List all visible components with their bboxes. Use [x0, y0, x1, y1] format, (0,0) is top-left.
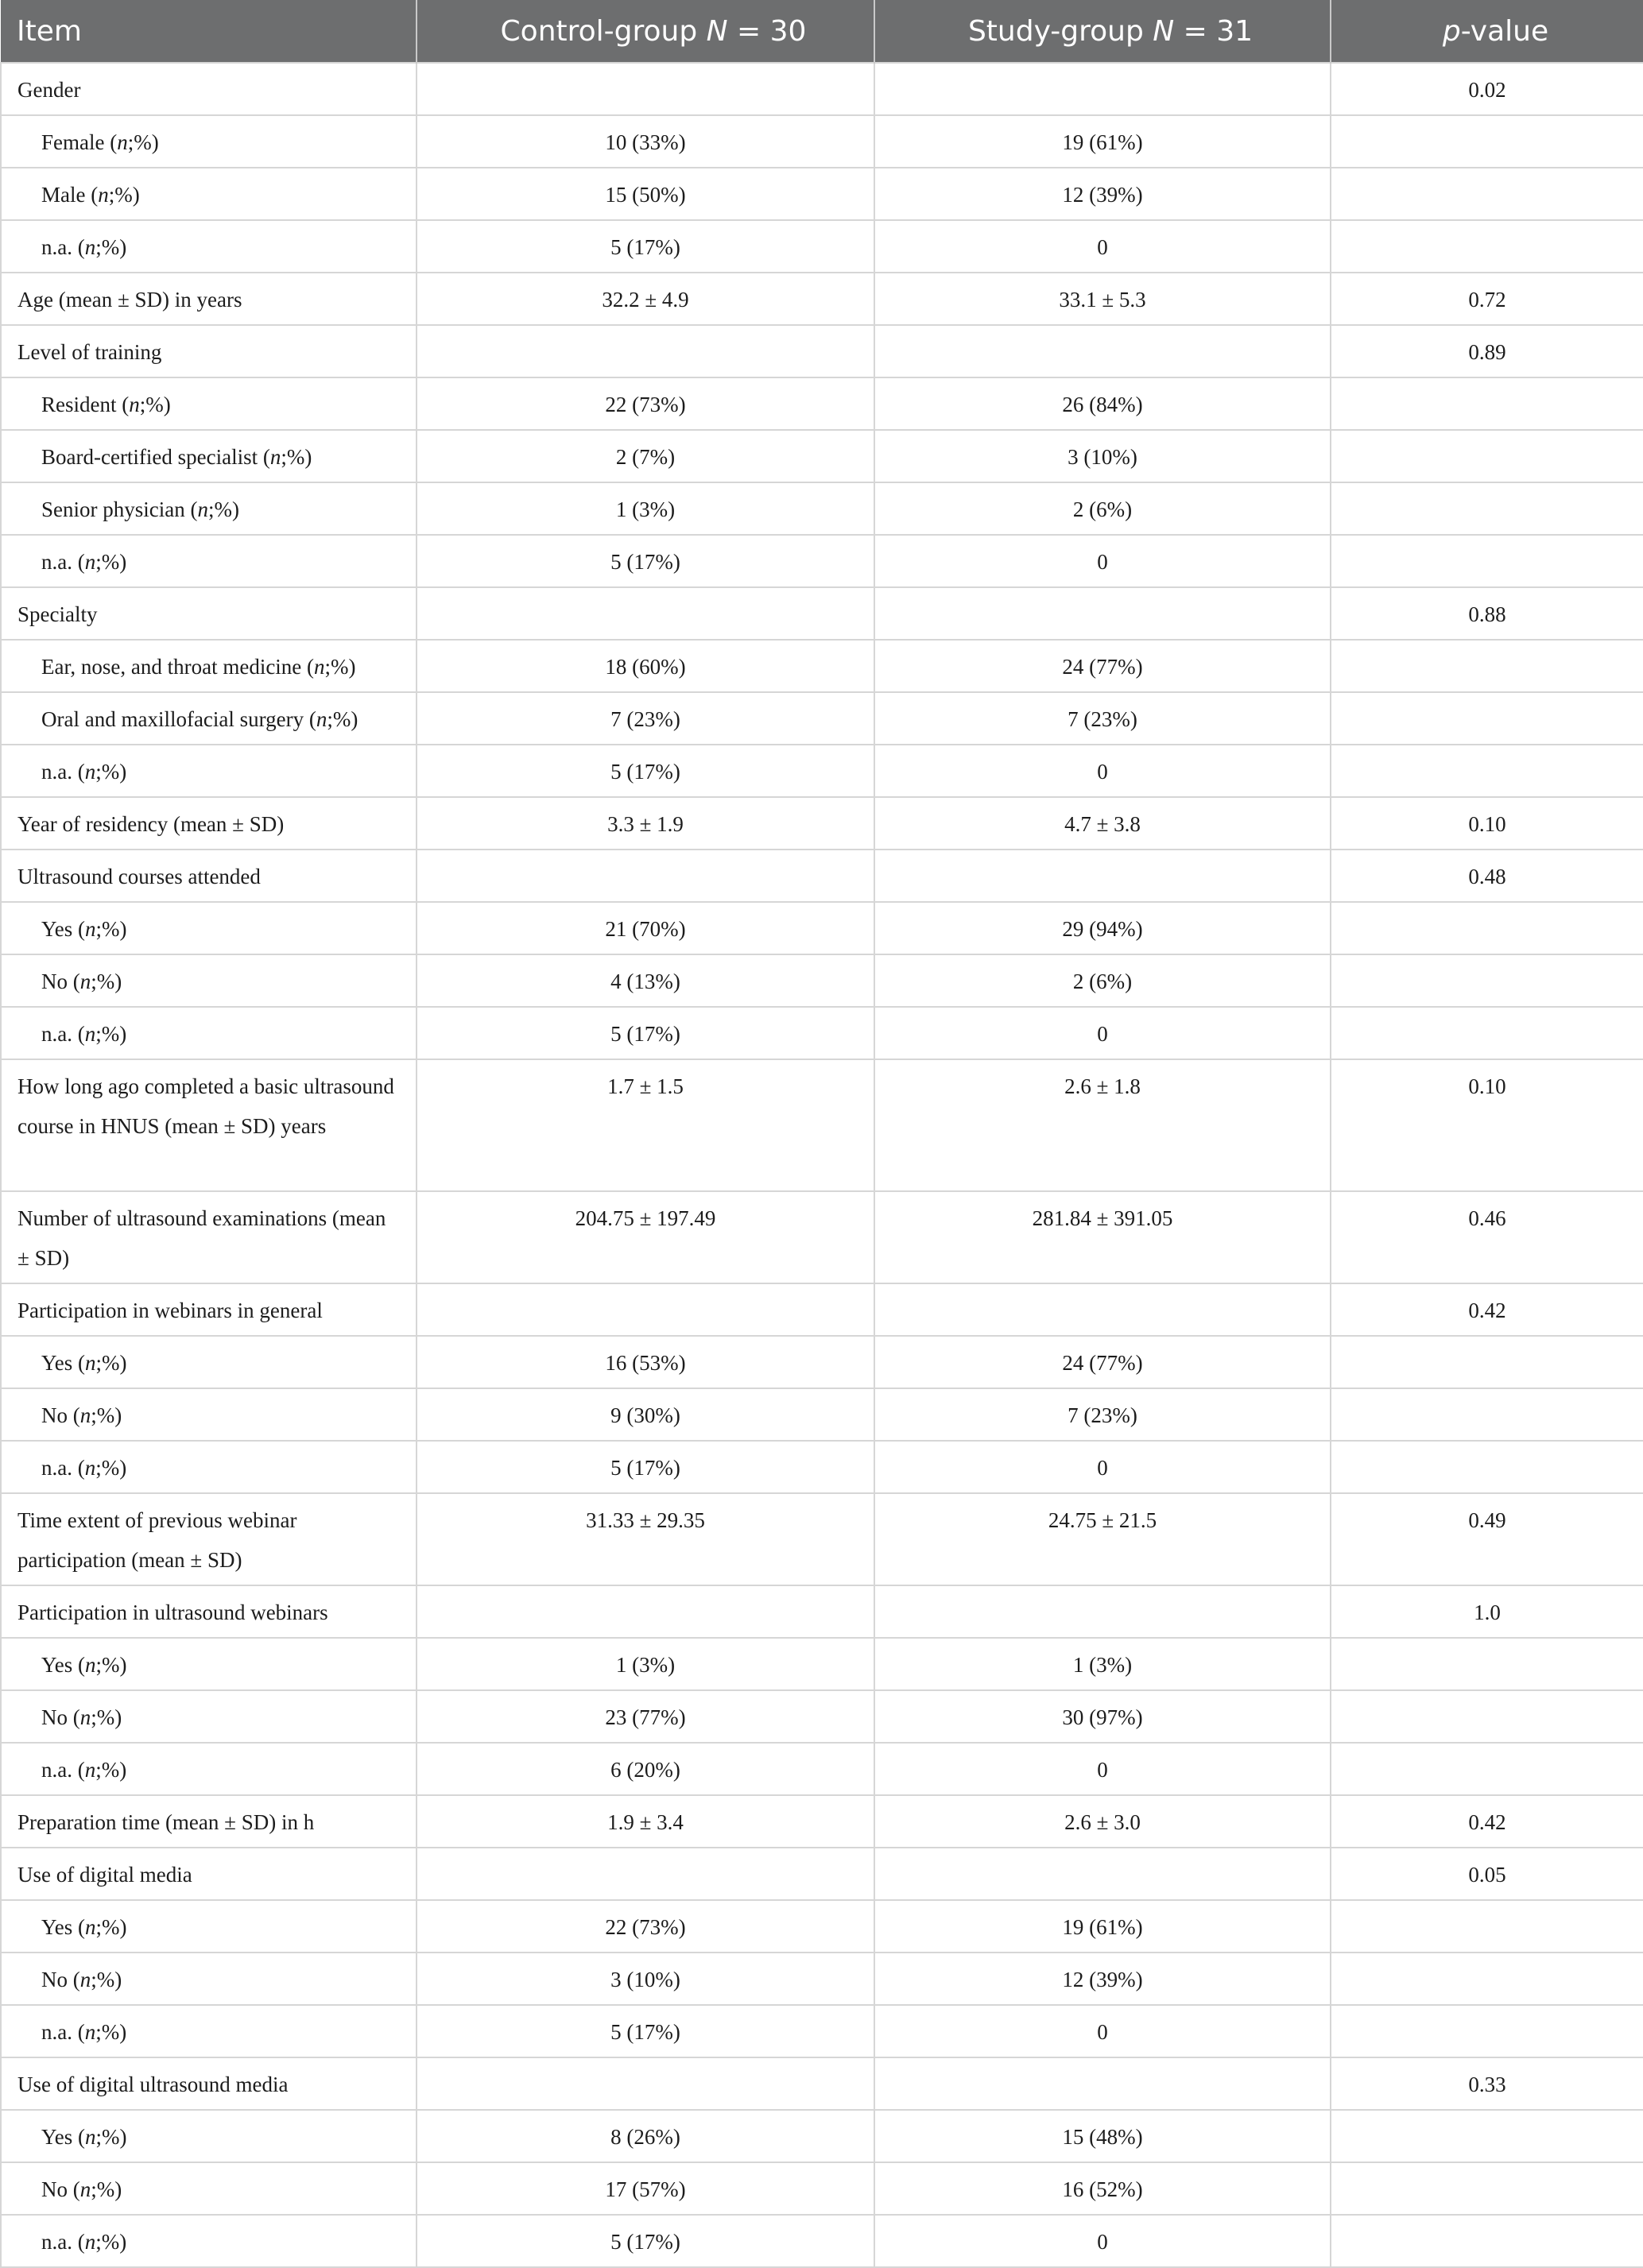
- control-value: 4 (13%): [417, 954, 874, 1007]
- study-value: 29 (94%): [874, 902, 1331, 954]
- row-label: Time extent of previous webinar participation (mean ± SD): [1, 1493, 417, 1585]
- table-row: [1, 850, 1643, 902]
- study-value: [874, 1283, 1331, 1336]
- control-value: 5 (17%): [417, 2215, 874, 2267]
- header-study-prefix: Study-group: [967, 14, 1153, 48]
- table-row: [1, 1388, 1643, 1441]
- control-value: 1 (3%): [417, 482, 874, 535]
- p-value: 0.72: [1331, 273, 1643, 325]
- p-value: [1331, 1900, 1643, 1953]
- control-value: 18 (60%): [417, 640, 874, 692]
- table-row: [1, 1059, 1643, 1191]
- p-value: 0.48: [1331, 850, 1643, 902]
- table-row: [1, 1690, 1643, 1743]
- header-control-prefix: Control-group: [500, 14, 707, 48]
- study-value: 12 (39%): [874, 1953, 1331, 2005]
- row-label: n.a. (n;%): [1, 535, 417, 587]
- table-row: [1, 1191, 1643, 1283]
- row-label: n.a. (n;%): [1, 745, 417, 797]
- control-value: 6 (20%): [417, 1743, 874, 1795]
- table-row: [1, 325, 1643, 377]
- row-label: No (n;%): [1, 1388, 417, 1441]
- header-control-n: N: [706, 14, 728, 48]
- p-value: [1331, 1953, 1643, 2005]
- control-value: 2 (7%): [417, 430, 874, 482]
- table-row: [1, 63, 1643, 115]
- study-value: 30 (97%): [874, 1690, 1331, 1743]
- study-value: 19 (61%): [874, 1900, 1331, 1953]
- row-label: Yes (n;%): [1, 1900, 417, 1953]
- study-value: 0: [874, 745, 1331, 797]
- control-value: 21 (70%): [417, 902, 874, 954]
- table-row: [1, 1848, 1643, 1900]
- control-value: 5 (17%): [417, 1441, 874, 1493]
- p-value: 0.10: [1331, 797, 1643, 850]
- study-value: [874, 2057, 1331, 2110]
- row-label: Age (mean ± SD) in years: [1, 273, 417, 325]
- control-value: 5 (17%): [417, 2005, 874, 2057]
- table-row: [1, 954, 1643, 1007]
- p-value: [1331, 1336, 1643, 1388]
- control-value: 5 (17%): [417, 1007, 874, 1059]
- control-value: 8 (26%): [417, 2110, 874, 2162]
- study-value: 2 (6%): [874, 482, 1331, 535]
- row-label: No (n;%): [1, 1690, 417, 1743]
- row-label: Yes (n;%): [1, 2110, 417, 2162]
- table-row: [1, 1953, 1643, 2005]
- row-label: Yes (n;%): [1, 902, 417, 954]
- row-label: Specialty: [1, 587, 417, 640]
- control-value: 3.3 ± 1.9: [417, 797, 874, 850]
- row-label: Use of digital ultrasound media: [1, 2057, 417, 2110]
- study-value: 19 (61%): [874, 115, 1331, 168]
- row-label: n.a. (n;%): [1, 1441, 417, 1493]
- control-value: [417, 1585, 874, 1638]
- table-row: [1, 1795, 1643, 1848]
- study-value: 0: [874, 1007, 1331, 1059]
- row-label: Participation in webinars in general: [1, 1283, 417, 1336]
- table-row: [1, 377, 1643, 430]
- row-label: Yes (n;%): [1, 1638, 417, 1690]
- row-label: n.a. (n;%): [1, 2215, 417, 2267]
- control-value: 204.75 ± 197.49: [417, 1191, 874, 1283]
- study-value: 281.84 ± 391.05: [874, 1191, 1331, 1283]
- p-value: [1331, 220, 1643, 273]
- control-value: 3 (10%): [417, 1953, 874, 2005]
- table-row: [1, 168, 1643, 220]
- p-value: 0.89: [1331, 325, 1643, 377]
- row-label: Ultrasound courses attended: [1, 850, 417, 902]
- control-value: 22 (73%): [417, 377, 874, 430]
- table-row: [1, 902, 1643, 954]
- p-value: [1331, 482, 1643, 535]
- row-label: No (n;%): [1, 2162, 417, 2215]
- control-value: 9 (30%): [417, 1388, 874, 1441]
- control-value: 1 (3%): [417, 1638, 874, 1690]
- header-p-value: [1331, 0, 1643, 63]
- table-row: [1, 1585, 1643, 1638]
- p-value: [1331, 2110, 1643, 2162]
- p-value: [1331, 1638, 1643, 1690]
- study-value: 7 (23%): [874, 692, 1331, 745]
- row-label: Ear, nose, and throat medicine (n;%): [1, 640, 417, 692]
- study-value: [874, 850, 1331, 902]
- study-value: 33.1 ± 5.3: [874, 273, 1331, 325]
- study-value: 2.6 ± 1.8: [874, 1059, 1331, 1191]
- study-value: 0: [874, 220, 1331, 273]
- row-label: Use of digital media: [1, 1848, 417, 1900]
- row-label: Resident (n;%): [1, 377, 417, 430]
- study-value: [874, 1585, 1331, 1638]
- p-value: [1331, 1441, 1643, 1493]
- table-row: [1, 587, 1643, 640]
- p-value: [1331, 1007, 1643, 1059]
- row-label: Gender: [1, 63, 417, 115]
- header-row: [1, 0, 1643, 63]
- study-value: 2 (6%): [874, 954, 1331, 1007]
- header-study-group: [874, 0, 1331, 63]
- study-value: 16 (52%): [874, 2162, 1331, 2215]
- control-value: 22 (73%): [417, 1900, 874, 1953]
- control-value: 32.2 ± 4.9: [417, 273, 874, 325]
- table-row: [1, 1743, 1643, 1795]
- p-value: 0.02: [1331, 63, 1643, 115]
- table-row: [1, 1336, 1643, 1388]
- table-row: [1, 797, 1643, 850]
- p-value: [1331, 1388, 1643, 1441]
- study-value: [874, 325, 1331, 377]
- p-value: [1331, 640, 1643, 692]
- row-label: n.a. (n;%): [1, 2005, 417, 2057]
- study-value: 0: [874, 1743, 1331, 1795]
- p-value: [1331, 692, 1643, 745]
- table-row: [1, 1900, 1643, 1953]
- p-value: [1331, 902, 1643, 954]
- study-value: 24 (77%): [874, 640, 1331, 692]
- p-value: [1331, 115, 1643, 168]
- p-value: [1331, 2215, 1643, 2267]
- p-value: 0.05: [1331, 1848, 1643, 1900]
- header-p-suffix: -value: [1460, 14, 1549, 48]
- table-row: [1, 692, 1643, 745]
- p-value: [1331, 1690, 1643, 1743]
- row-label: No (n;%): [1, 954, 417, 1007]
- row-label: Board-certified specialist (n;%): [1, 430, 417, 482]
- table-row: [1, 1283, 1643, 1336]
- table-row: [1, 482, 1643, 535]
- p-value: 0.42: [1331, 1795, 1643, 1848]
- table-row: [1, 640, 1643, 692]
- control-value: 5 (17%): [417, 535, 874, 587]
- p-value: [1331, 2005, 1643, 2057]
- table-row: [1, 1493, 1643, 1585]
- header-control-suffix: = 30: [727, 14, 807, 48]
- p-value: [1331, 954, 1643, 1007]
- p-value: [1331, 430, 1643, 482]
- study-value: 24.75 ± 21.5: [874, 1493, 1331, 1585]
- p-value: [1331, 2162, 1643, 2215]
- table-row: [1, 2110, 1643, 2162]
- row-label: Female (n;%): [1, 115, 417, 168]
- study-value: 15 (48%): [874, 2110, 1331, 2162]
- row-label: Yes (n;%): [1, 1336, 417, 1388]
- p-value: 0.42: [1331, 1283, 1643, 1336]
- study-value: 7 (23%): [874, 1388, 1331, 1441]
- p-value: [1331, 1743, 1643, 1795]
- table-row: [1, 273, 1643, 325]
- p-value: [1331, 535, 1643, 587]
- row-label: n.a. (n;%): [1, 220, 417, 273]
- table-row: [1, 220, 1643, 273]
- study-value: [874, 587, 1331, 640]
- control-value: [417, 587, 874, 640]
- p-value: [1331, 168, 1643, 220]
- p-value: 0.46: [1331, 1191, 1643, 1283]
- row-label: Preparation time (mean ± SD) in h: [1, 1795, 417, 1848]
- control-value: 10 (33%): [417, 115, 874, 168]
- header-item: [1, 0, 417, 63]
- control-value: 23 (77%): [417, 1690, 874, 1743]
- study-value: 26 (84%): [874, 377, 1331, 430]
- header-p-prefix: p: [1442, 14, 1461, 48]
- table-row: [1, 1007, 1643, 1059]
- study-value: 0: [874, 535, 1331, 587]
- header-item-label: Item: [17, 14, 82, 48]
- study-value: 2.6 ± 3.0: [874, 1795, 1331, 1848]
- table-row: [1, 1638, 1643, 1690]
- control-value: 7 (23%): [417, 692, 874, 745]
- table-row: [1, 1441, 1643, 1493]
- table-header: [1, 0, 1643, 63]
- control-value: 1.7 ± 1.5: [417, 1059, 874, 1191]
- row-label: Oral and maxillofacial surgery (n;%): [1, 692, 417, 745]
- row-label: How long ago completed a basic ultrasound course in HNUS (mean ± SD) years: [1, 1059, 417, 1191]
- row-label: Year of residency (mean ± SD): [1, 797, 417, 850]
- table-body: [1, 63, 1643, 2267]
- study-value: 0: [874, 1441, 1331, 1493]
- header-study-n: N: [1153, 14, 1175, 48]
- p-value: 0.88: [1331, 587, 1643, 640]
- p-value: [1331, 377, 1643, 430]
- study-value: 1 (3%): [874, 1638, 1331, 1690]
- table-row: [1, 2162, 1643, 2215]
- control-value: 17 (57%): [417, 2162, 874, 2215]
- control-value: 15 (50%): [417, 168, 874, 220]
- p-value: [1331, 745, 1643, 797]
- control-value: 31.33 ± 29.35: [417, 1493, 874, 1585]
- row-label: Senior physician (n;%): [1, 482, 417, 535]
- study-value: 12 (39%): [874, 168, 1331, 220]
- row-label: n.a. (n;%): [1, 1007, 417, 1059]
- row-label: No (n;%): [1, 1953, 417, 2005]
- table-row: [1, 745, 1643, 797]
- control-value: [417, 850, 874, 902]
- control-value: [417, 63, 874, 115]
- row-label: Level of training: [1, 325, 417, 377]
- row-label: Male (n;%): [1, 168, 417, 220]
- study-value: 3 (10%): [874, 430, 1331, 482]
- study-value: [874, 1848, 1331, 1900]
- study-value: 0: [874, 2215, 1331, 2267]
- table-row: [1, 535, 1643, 587]
- row-label: Number of ultrasound examinations (mean ± SD): [1, 1191, 417, 1283]
- control-value: 1.9 ± 3.4: [417, 1795, 874, 1848]
- study-value: 24 (77%): [874, 1336, 1331, 1388]
- study-value: 4.7 ± 3.8: [874, 797, 1331, 850]
- row-label: n.a. (n;%): [1, 1743, 417, 1795]
- control-value: 5 (17%): [417, 220, 874, 273]
- control-value: [417, 2057, 874, 2110]
- study-value: [874, 63, 1331, 115]
- study-value: 0: [874, 2005, 1331, 2057]
- control-value: 5 (17%): [417, 745, 874, 797]
- row-label: Participation in ultrasound webinars: [1, 1585, 417, 1638]
- table-row: [1, 2005, 1643, 2057]
- control-value: 16 (53%): [417, 1336, 874, 1388]
- control-value: [417, 325, 874, 377]
- header-study-suffix: = 31: [1174, 14, 1254, 48]
- p-value: 0.49: [1331, 1493, 1643, 1585]
- p-value: 0.33: [1331, 2057, 1643, 2110]
- header-control-group: [417, 0, 874, 63]
- table-row: [1, 2215, 1643, 2267]
- table-row: [1, 115, 1643, 168]
- table-row: [1, 2057, 1643, 2110]
- control-value: [417, 1848, 874, 1900]
- table-row: [1, 430, 1643, 482]
- control-value: [417, 1283, 874, 1336]
- p-value: 1.0: [1331, 1585, 1643, 1638]
- p-value: 0.10: [1331, 1059, 1643, 1191]
